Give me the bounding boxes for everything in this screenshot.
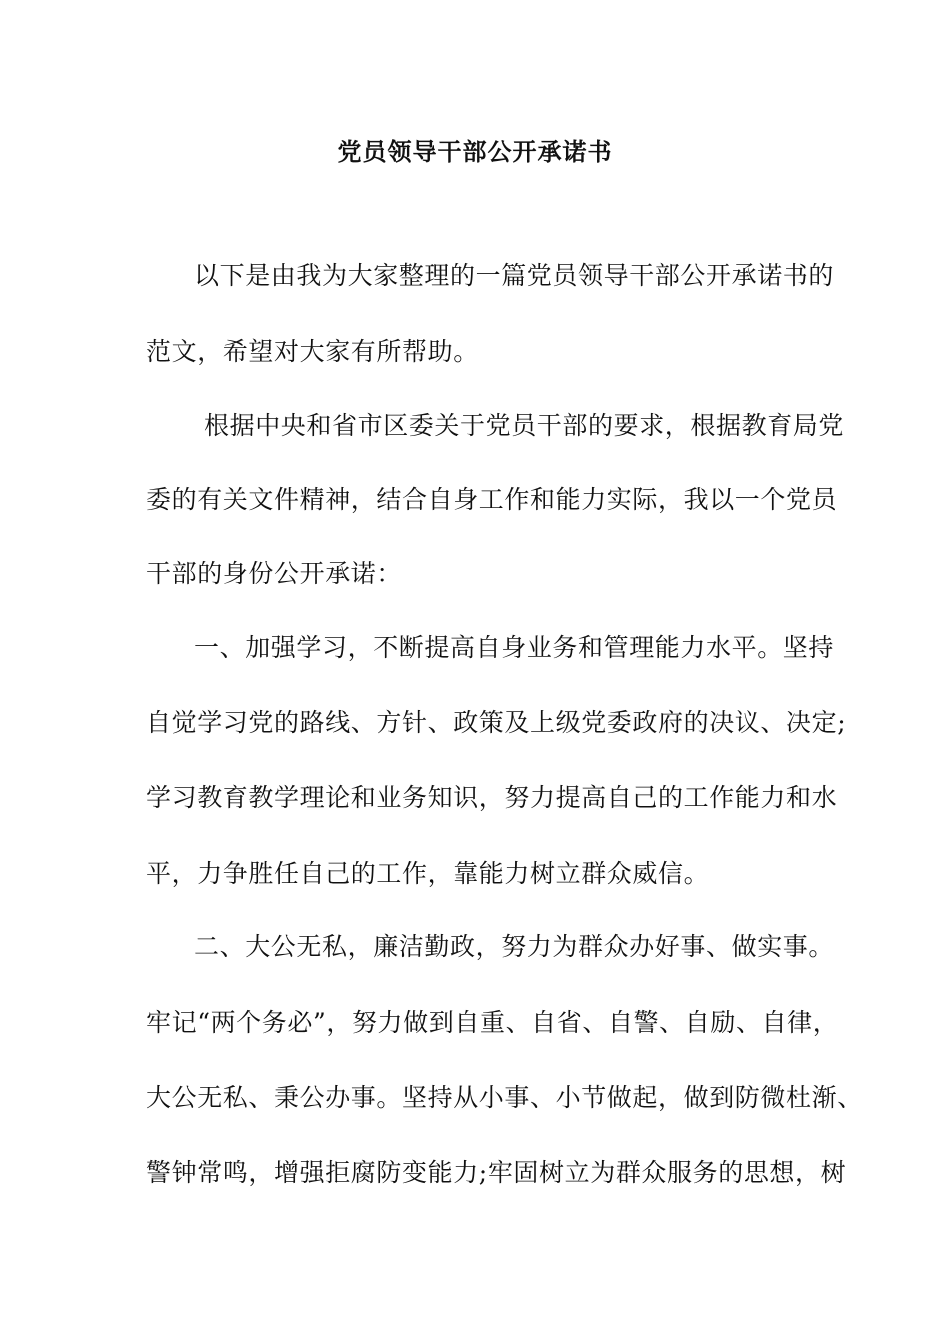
document-title: 党员领导干部公开承诺书: [337, 137, 613, 166]
paragraph-line: 根据中央和省市区委关于党员干部的要求，根据教育局党: [204, 411, 845, 440]
paragraph-line: 自觉学习党的路线、方针、政策及上级党委政府的决议、决定;: [146, 708, 847, 737]
paragraph-line: 大公无私、秉公办事。坚持从小事、小节做起，做到防微杜渐、: [146, 1083, 863, 1112]
paragraph-line: 委的有关文件精神，结合自身工作和能力实际，我以一个党员: [146, 485, 838, 514]
paragraph-line: 以下是由我为大家整理的一篇党员领导干部公开承诺书的: [194, 261, 835, 290]
paragraph-line: 范文，希望对大家有所帮助。: [146, 337, 479, 366]
paragraph-line: 学习教育教学理论和业务知识，努力提高自己的工作能力和水: [146, 783, 838, 812]
paragraph-line: 一、加强学习，不断提高自身业务和管理能力水平。坚持: [194, 633, 835, 662]
paragraph-line: 二、大公无私，廉洁勤政，努力为群众办好事、做实事。: [194, 932, 835, 961]
paragraph-line: 警钟常鸣，增强拒腐防变能力;牢固树立为群众服务的思想，树: [146, 1158, 847, 1187]
paragraph-line: 干部的身份公开承诺：: [146, 559, 403, 588]
paragraph-line: 牢记“两个务必”，努力做到自重、自省、自警、自励、自律，: [146, 1008, 839, 1037]
paragraph-line: 平，力争胜任自己的工作，靠能力树立群众威信。: [146, 859, 710, 888]
